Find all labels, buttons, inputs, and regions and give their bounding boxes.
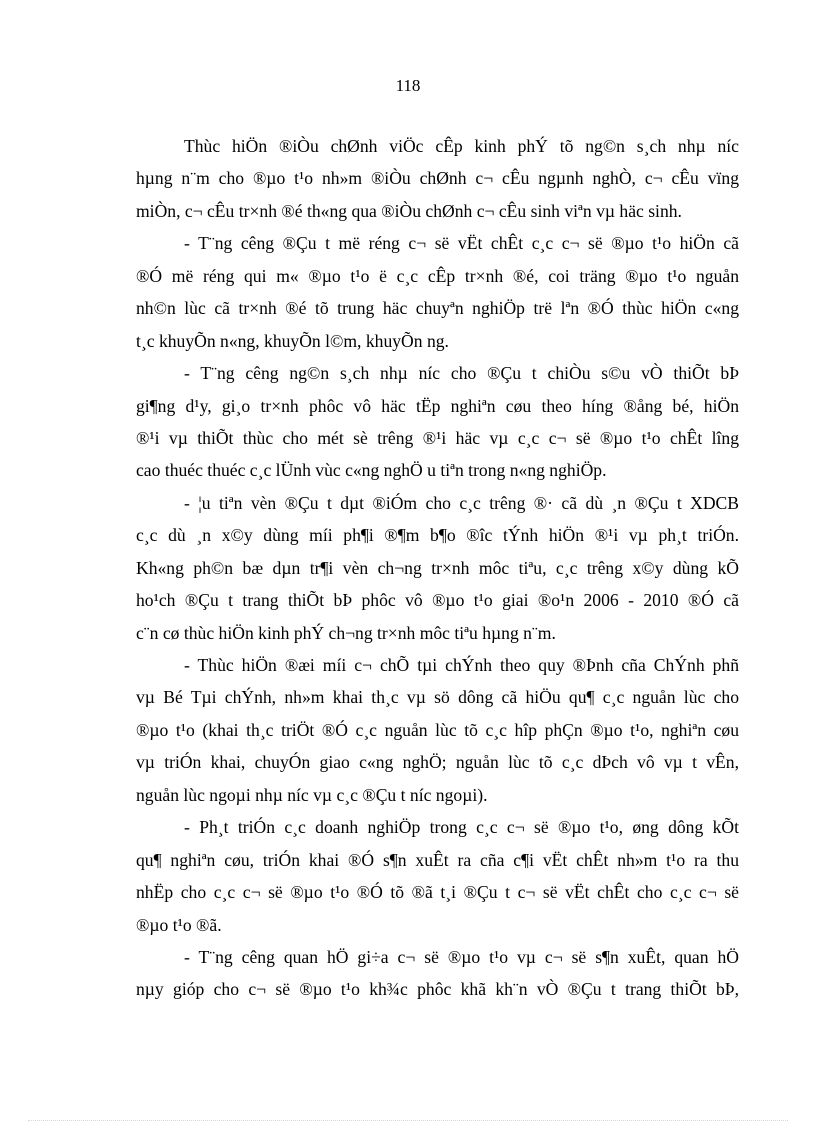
- text-line: ®¹i vµ thiÕt thùc cho mét sè trêng ®¹i häc vµ c¸c c¬ së ®µo t¹o chÊt lîng: [136, 427, 739, 448]
- text-line: - T¨ng cêng ng©n s¸ch nhµ níc cho ®Çu t chiÒu s©u vÒ thiÕt bÞ: [184, 363, 739, 384]
- text-line: - ¦u tiªn vèn ®Çu t dµt ®iÓm cho c¸c trêng ®· cã dù ¸n ®Çu t XDCB: [184, 492, 739, 513]
- text-line: miÒn, c¬ cÊu tr×nh ®é th«ng qua ®iÒu chØnh c¬ cÊu sinh viªn vµ häc sinh.: [136, 200, 682, 221]
- text-line: gi¶ng d¹y, gi¸o tr×nh phôc vô häc tËp nghiªn cøu theo híng ®ång bé, hiÖn: [136, 395, 739, 416]
- text-line: c¨n cø thùc hiÖn kinh phÝ ch¬ng tr×nh môc tiªu hµng n¨m.: [136, 622, 556, 643]
- text-line: - Ph¸t triÓn c¸c doanh nghiÖp trong c¸c c¬ së ®µo t¹o, øng dông kÕt: [184, 817, 739, 838]
- text-line: nguån lùc ngoµi nhµ níc vµ c¸c ®Çu t níc ngoµi).: [136, 784, 488, 805]
- text-line: ®Ó më réng qui m« ®µo t¹o ë c¸c cÊp tr×nh ®é, coi träng ®µo t¹o nguån: [136, 265, 739, 286]
- text-line: - Thùc hiÖn ®æi míi c¬ chÕ tµi chÝnh theo quy ®Þnh cña ChÝnh phñ: [184, 655, 739, 675]
- text-line: ®µo t¹o ®ã.: [136, 914, 222, 935]
- text-line: - T¨ng cêng quan hÖ gi÷a c¬ së ®µo t¹o vµ c¬ së s¶n xuÊt, quan hÖ: [184, 946, 739, 967]
- text-line: qu¶ nghiªn cøu, triÓn khai ®Ó s¶n xuÊt ra cña c¶i vËt chÊt nh»m t¹o ra thu: [136, 849, 739, 870]
- text-line: - T¨ng cêng ®Çu t më réng c¬ së vËt chÊt c¸c c¬ së ®µo t¹o hiÖn cã: [184, 233, 739, 254]
- text-line: nµy gióp cho c¬ së ®µo t¹o kh¾c phôc khã kh¨n vÒ ®Çu t trang thiÕt bÞ,: [136, 979, 739, 1000]
- text-line: ho¹ch ®Çu t trang thiÕt bÞ phôc vô ®µo t¹o giai ®o¹n 2006 - 2010 ®Ó cã: [136, 590, 739, 611]
- text-line: Thùc hiÖn ®iÒu chØnh viÖc cÊp kinh phÝ tõ ng©n s¸ch nhµ níc: [184, 136, 739, 156]
- text-line: vµ Bé Tµi chÝnh, nh»m khai th¸c vµ sö dông cã hiÖu qu¶ c¸c nguån lùc cho: [136, 687, 739, 708]
- text-line: vµ triÓn khai, chuyÓn giao c«ng nghÖ; nguån lùc tõ c¸c dÞch vô vµ t vÊn,: [136, 752, 739, 773]
- text-line: nh©n lùc cã tr×nh ®é tõ trung häc chuyªn nghiÖp trë lªn ®Ó thùc hiÖn c«ng: [136, 298, 739, 319]
- text-line: ®µo t¹o (khai th¸c triÖt ®Ó c¸c nguån lùc tõ c¸c hîp phÇn ®µo t¹o, nghiªn cøu: [136, 719, 739, 740]
- text-line: c¸c dù ¸n x©y dùng míi ph¶i ®¶m b¶o ®îc tÝnh hiÖn ®¹i vµ ph¸t triÓn.: [136, 525, 739, 546]
- footer-divider: [28, 1120, 788, 1121]
- text-line: t¸c khuyÕn n«ng, khuyÕn l©m, khuyÕn ng.: [136, 330, 449, 351]
- text-line: Kh«ng ph©n bæ dµn tr¶i vèn ch¬ng tr×nh môc tiªu, c¸c trêng x©y dùng kÕ: [136, 557, 739, 578]
- text-line: cao thuéc thuéc c¸c lÜnh vùc c«ng nghÖ u tiªn trong n«ng nghiÖp.: [136, 460, 607, 481]
- text-line: nhËp cho c¸c c¬ së ®µo t¹o ®Ó tõ ®ã t¸i ®Çu t c¬ së vËt chÊt cho c¸c c¬ së: [136, 882, 739, 903]
- body-text: [136, 130, 739, 1006]
- text-line: hµng n¨m cho ®µo t¹o nh»m ®iÒu chØnh c¬ cÊu ngµnh nghÒ, c¬ cÊu vïng: [136, 168, 739, 189]
- page-number: 118: [395, 76, 421, 95]
